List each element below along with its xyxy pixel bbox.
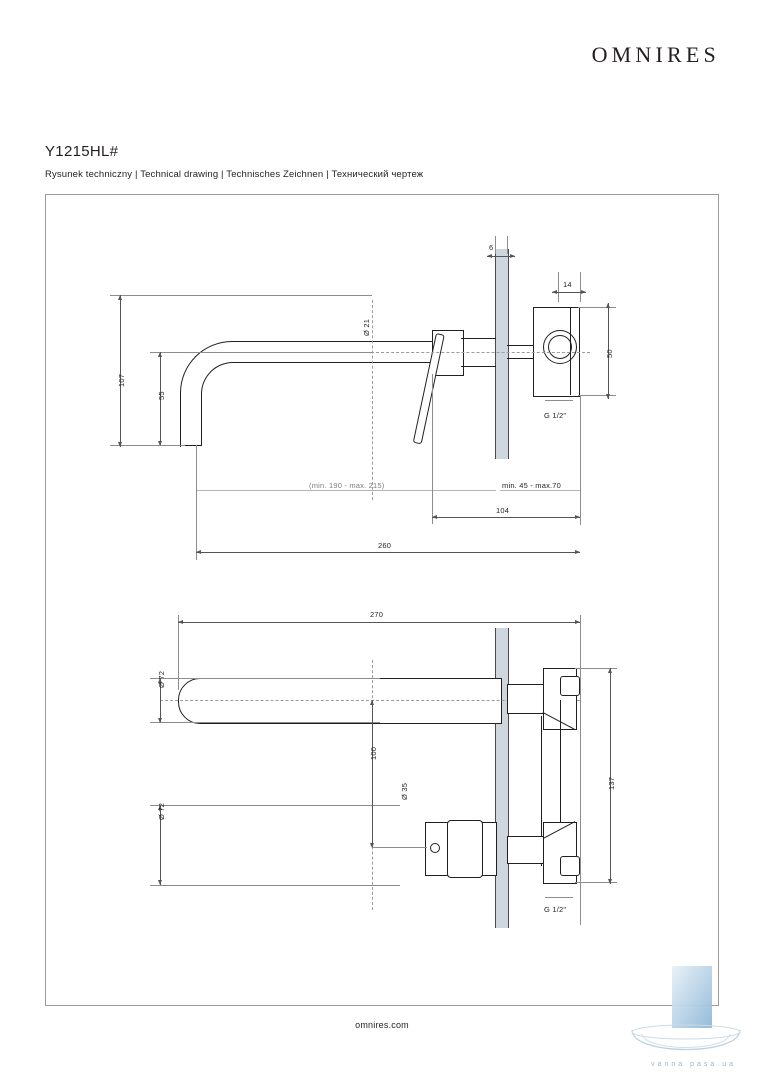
watermark-logo [626, 960, 746, 1070]
spout-drop-left [180, 420, 181, 445]
wall-section [495, 249, 509, 459]
arrow-icon [158, 352, 162, 357]
arrow-icon [118, 442, 122, 447]
ext-line [150, 678, 380, 679]
dimension-label-107: 107 [117, 373, 126, 387]
arrow-icon [608, 668, 612, 673]
screw-dot [430, 843, 440, 853]
ext-line [578, 395, 616, 396]
ext-line [150, 805, 400, 806]
arrow-icon [118, 295, 122, 300]
body-bottom-edge [461, 366, 496, 367]
ext-line [580, 615, 581, 925]
dimension-label-104: 104 [496, 506, 510, 515]
arrow-icon [575, 620, 580, 624]
dimension-line-104 [432, 517, 580, 518]
dimension-label-d72-bottom: Ø 72 [157, 802, 166, 820]
dimension-line-100 [372, 700, 373, 848]
dimension-line-260 [196, 552, 580, 553]
arrow-icon [432, 515, 437, 519]
arrow-icon [487, 254, 492, 258]
ext-line [507, 236, 508, 254]
dimension-label-d21: Ø 21 [362, 318, 371, 336]
ext-line [580, 272, 581, 302]
arrow-icon [575, 550, 580, 554]
thread-label-bottom: G 1/2" [544, 905, 567, 914]
arrow-icon [552, 290, 557, 294]
ext-line [150, 722, 380, 723]
dimension-label-50: 50 [605, 349, 614, 358]
arrow-icon [510, 254, 515, 258]
inlet-plan-top [507, 684, 545, 714]
page-title: Y1215HL# [45, 143, 119, 160]
arrow-icon [575, 515, 580, 519]
inlet-tube-bottom [507, 358, 534, 359]
arrow-icon [581, 290, 586, 294]
valve-ring-inner [548, 335, 572, 359]
wall-section-front [495, 628, 509, 928]
dimension-label-260: 260 [378, 541, 392, 550]
ext-line [150, 352, 372, 353]
dimension-label-d72-top: Ø 72 [157, 670, 166, 688]
dimension-label-6: 6 [489, 243, 494, 252]
ext-line [150, 885, 400, 886]
arrow-icon [196, 550, 201, 554]
dimension-label-270: 270 [370, 610, 384, 619]
ext-line [196, 445, 197, 560]
dimension-line-107 [120, 295, 121, 447]
ext-line [495, 236, 496, 254]
spout-plan-body [178, 678, 502, 724]
ext-line [432, 374, 433, 524]
inlet-tube-top [507, 345, 534, 346]
watermark-text: vanna pasa.ua [651, 1061, 736, 1068]
inlet-plan-bottom [507, 836, 545, 864]
valve-cap-bottom [560, 856, 580, 876]
ext-line [578, 307, 616, 308]
ext-line [558, 272, 559, 302]
page-subtitle: Rysunek techniczny | Technical drawing | Technisches Zeichnen | Технический чертеж [45, 169, 424, 180]
brand-logo: OMNIRES [591, 42, 720, 67]
arrow-icon [158, 441, 162, 446]
lever-base-front [447, 820, 483, 878]
arrow-icon [158, 718, 162, 723]
dimension-label-spout-range: (min. 190 - max. 215) [309, 481, 385, 490]
valve-cap-top [560, 676, 580, 696]
dimension-label-100: 100 [369, 746, 378, 760]
dimension-line-spout-range [196, 490, 496, 491]
arrow-icon [606, 394, 610, 399]
leader-line [545, 897, 573, 898]
arrow-icon [178, 620, 183, 624]
spout-inner-curve [201, 362, 265, 426]
dimension-label-137: 137 [607, 776, 616, 790]
leader-line [372, 847, 427, 848]
ext-line [580, 395, 581, 525]
spout-drop-right [201, 420, 202, 445]
dimension-line-270 [178, 622, 580, 623]
leader-line [545, 400, 573, 401]
dimension-label-55: 55 [157, 391, 166, 400]
ext-line [110, 295, 372, 296]
thread-label-top: G 1/2" [544, 411, 567, 420]
dimension-line-wall-range [500, 490, 580, 491]
dimension-label-d35: Ø 35 [400, 782, 409, 800]
arrow-icon [370, 700, 374, 705]
body-top-edge [461, 338, 496, 339]
arrow-icon [158, 880, 162, 885]
arrow-icon [608, 879, 612, 884]
center-line-vertical [372, 300, 373, 500]
arrow-icon [606, 303, 610, 308]
dimension-label-14: 14 [563, 280, 572, 289]
footer-url: omnires.com [355, 1020, 409, 1030]
dimension-label-wall-range: min. 45 - max.70 [502, 481, 562, 490]
